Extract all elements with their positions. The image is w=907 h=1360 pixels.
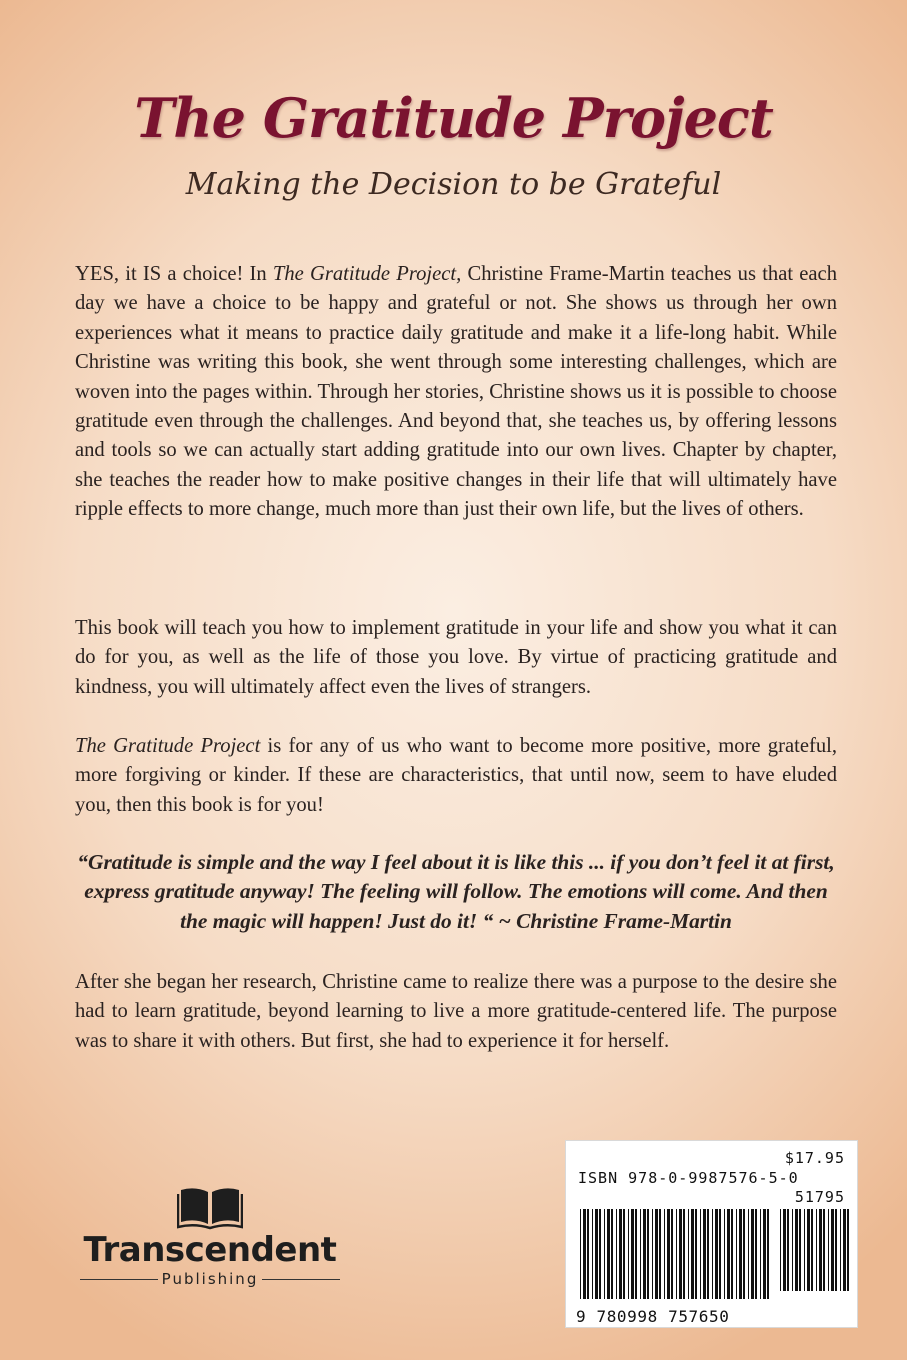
blurb-paragraph-4: After she began her research, Christine came to realize there was a purpose to the desire she had to learn gratitude, beyond learning to live a more gratitude-centered life. The purpose was to share it with others. But first, she had to experience it for herself. [75, 971, 837, 1052]
barcode-bar [683, 1209, 685, 1299]
barcode-bar [840, 1209, 841, 1291]
barcode-bar [647, 1209, 649, 1299]
barcode-bar [676, 1209, 677, 1299]
barcode-bar [727, 1209, 730, 1299]
barcode-bar [599, 1209, 601, 1299]
author-quote [75, 848, 837, 936]
barcode-bar [592, 1209, 593, 1299]
barcode-bar [715, 1209, 718, 1299]
barcode-bar [691, 1209, 694, 1299]
barcode-bar [655, 1209, 658, 1299]
quote-text: “Gratitude is simple and the way I feel about it is like this ... if you don’t feel it at first, express gratitude anyway! The feeling will follow. The emotions will come. And then the magic will happen! Just do it! “ [77, 850, 835, 933]
barcode-bar [587, 1209, 589, 1299]
barcode-bar [619, 1209, 622, 1299]
ean-digits: 9 780998 757650 [576, 1307, 730, 1326]
barcode-bar [652, 1209, 653, 1299]
barcode-bar [707, 1209, 709, 1299]
barcode-bar [828, 1209, 829, 1291]
barcode-bar [807, 1209, 810, 1291]
barcode-bar [628, 1209, 629, 1299]
barcode-bar [760, 1209, 761, 1299]
blurb-paragraph-3 [75, 732, 837, 820]
barcode-bar [795, 1209, 798, 1291]
price-code-label: 51795 [794, 1188, 845, 1206]
barcode-bar [640, 1209, 641, 1299]
barcode-bar [616, 1209, 617, 1299]
barcode-bar [679, 1209, 682, 1299]
barcode-bar [739, 1209, 742, 1299]
barcode-bar [847, 1209, 849, 1291]
barcode-bar [823, 1209, 825, 1291]
barcode-bar [799, 1209, 801, 1291]
book-subtitle: Making the Decision to be Grateful [185, 167, 722, 202]
barcode-bar [787, 1209, 789, 1291]
barcode-bar [659, 1209, 661, 1299]
barcode-bar [635, 1209, 637, 1299]
barcode-bar [695, 1209, 697, 1299]
barcode-bar [811, 1209, 813, 1291]
quote-attribution: ~ Christine Frame-Martin [493, 908, 732, 933]
barcode-bar [631, 1209, 634, 1299]
barcode-bar [743, 1209, 745, 1299]
publisher-sub-label: Publishing [161, 1270, 259, 1288]
barcode-bar [580, 1209, 581, 1299]
barcode-bar [819, 1209, 822, 1291]
blurb-paragraph-1 [75, 260, 837, 525]
publisher-name: Transcendent [83, 1230, 337, 1270]
barcode-bar [643, 1209, 646, 1299]
barcode-bar [604, 1209, 605, 1299]
isbn-barcode [565, 1140, 858, 1328]
barcode-bar [792, 1209, 793, 1291]
book-title: The Gratitude Project [134, 86, 773, 150]
barcode-bar [755, 1209, 757, 1299]
p1-book-title: The Gratitude Project, [272, 263, 462, 285]
p3-book-title: The Gratitude Project [75, 735, 261, 757]
barcode-bar [804, 1209, 805, 1291]
barcode-bar [595, 1209, 598, 1299]
barcode-bar [748, 1209, 749, 1299]
barcode-bar [751, 1209, 754, 1299]
barcode-bar [667, 1209, 670, 1299]
barcode-bar [767, 1209, 769, 1299]
isbn-label: ISBN 978-0-9987576-5-0 [578, 1169, 799, 1187]
barcode-bar [700, 1209, 701, 1299]
open-book-icon [177, 1182, 243, 1230]
barcode-bar [731, 1209, 733, 1299]
barcode-bar [712, 1209, 713, 1299]
barcode-bar [831, 1209, 834, 1291]
barcode-bar [724, 1209, 725, 1299]
p1-start: YES, it IS a choice! In [75, 263, 273, 285]
barcode-bar [688, 1209, 689, 1299]
p1-rest: Christine Frame-Martin teaches us that each day we have a choice to be happy and grateful or not. She shows us through her own experiences what it means to practice daily gratitude and make it a life-long habit. While Christine was writing this book, she went through some interesting challenges, which are woven into the pages within. Through her stories, Christine shows us it is possible to choose gratitude even through the challenges. And beyond that, she teaches us, by offering lessons and tools so we can actually start adding gratitude into our own lives. Chapter by chapter, she teaches the reader how to make positive changes in their life that will ultimately have ripple effects to more change, much more than just their own life, but the lives of others. [75, 263, 837, 521]
barcode-bar [843, 1209, 846, 1291]
barcode-bar [835, 1209, 837, 1291]
barcode-bar [763, 1209, 766, 1299]
price-label: $17.95 [784, 1149, 845, 1167]
p3-rest: is for any of us who want to become more positive, more grateful, more forgiving or kinder. If these are characteristics, that until now, seem to have eluded you, then this book is for you! [75, 735, 837, 816]
barcode-bars [574, 1209, 851, 1307]
publisher-sub [80, 1270, 340, 1288]
blurb-paragraph-2: This book will teach you how to implement gratitude in your life and show you what it can do for you, as well as the life of those you love. By virtue of practicing gratitude and kindness, you will ultimately affect even the lives of strangers. [75, 617, 837, 698]
barcode-bar [736, 1209, 737, 1299]
barcode-bar [611, 1209, 613, 1299]
barcode-bar [664, 1209, 665, 1299]
barcode-bar [703, 1209, 706, 1299]
barcode-bar [816, 1209, 817, 1291]
barcode-bar [607, 1209, 610, 1299]
publisher-logo [80, 1182, 340, 1288]
divider [80, 1279, 158, 1280]
barcode-bar [623, 1209, 625, 1299]
barcode-bar [719, 1209, 721, 1299]
barcode-bar [671, 1209, 673, 1299]
barcode-bar [780, 1209, 781, 1291]
barcode-bar [583, 1209, 586, 1299]
divider [262, 1279, 340, 1280]
barcode-bar [783, 1209, 786, 1291]
